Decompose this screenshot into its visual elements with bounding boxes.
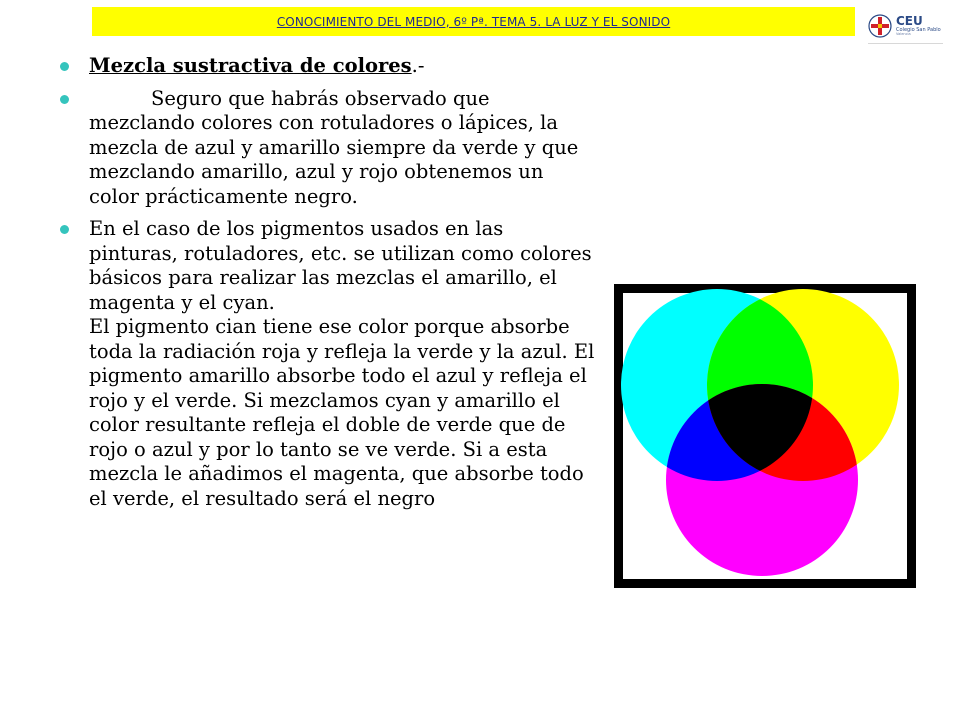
cmy-venn-image [614, 284, 916, 588]
bullet-paragraph-2 [58, 217, 598, 511]
logo-main-text: CEU [896, 13, 923, 28]
slide-content [58, 54, 598, 519]
logo-sub-text: Colegio San Pablo [896, 26, 941, 33]
bullet-dot-icon [60, 62, 69, 71]
header-bar [92, 7, 855, 36]
bullet-paragraph-1 [58, 87, 598, 210]
logo-city-text: Valencia [896, 31, 911, 36]
section-heading: Mezcla sustractiva de colores [89, 54, 412, 77]
slide-header-title: CONOCIMIENTO DEL MEDIO, 6º Pª. TEMA 5. LA LUZ Y EL SONIDO [276, 14, 671, 29]
subtractive-color-diagram [614, 284, 916, 588]
cross-emblem-icon [868, 14, 892, 38]
bullet-dot-icon [60, 225, 69, 234]
bullet-heading [58, 54, 598, 79]
paragraph-2-text: En el caso de los pigmentos usados en las pinturas, rotuladores, etc. se utilizan como colores básicos para realizar las mezclas el amarillo, el magenta y el cyan. El pigmento cian tiene ese color porque absorbe toda la radiación roja y refleja la verde y la azul. El pigmento amarillo absorbe todo el azul y refleja el rojo y el verde. Si mezclamos cyan y amarillo el color resultante refleja el doble de verde que de rojo o azul y por lo tanto se ve verde. Si a esta mezcla le añadimos el magenta, que absorbe todo el verde, el resultado será el negro [89, 217, 595, 510]
ceu-logo [868, 8, 943, 44]
section-heading-suffix: .- [411, 54, 425, 77]
bullet-dot-icon [60, 95, 69, 104]
paragraph-1-text: Seguro que habrás observado que mezclando colores con rotuladores o lápices, la mezcla de azul y amarillo siempre da verde y que mezclando amarillo, azul y rojo obtenemos un color prácticamente negro. [89, 86, 579, 208]
